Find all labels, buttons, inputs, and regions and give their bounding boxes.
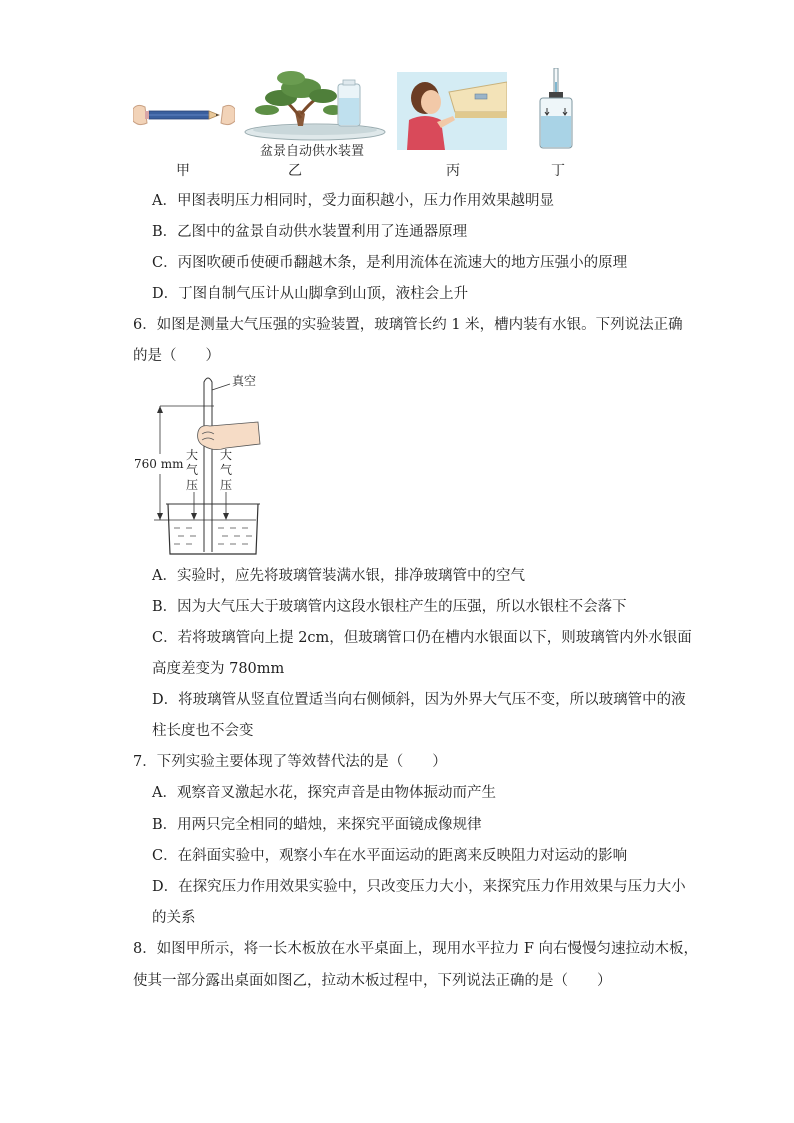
- q8-stem-line2: 使其一部分露出桌面如图乙，拉动木板过程中，下列说法正确的是（ ）: [133, 973, 612, 989]
- figure-bing-label: 丙: [446, 163, 460, 179]
- q5-option-c: C．丙图吹硬币使硬币翻越木条，是利用流体在流速大的地方压强小的原理: [152, 255, 628, 271]
- q5-option-a: A．甲图表明压力相同时，受力面积越小，压力作用效果越明显: [152, 193, 554, 209]
- atm-left-char-1: 大: [186, 448, 199, 462]
- q6-option-c-line1: C．若将玻璃管向上提 2cm，但玻璃管口仍在槽内水银面以下，则玻璃管内外水银面: [152, 630, 692, 646]
- q7-option-d-line1: D．在探究压力作用效果实验中，只改变压力大小，来探究压力作用效果与压力大小: [152, 879, 686, 895]
- q6-option-d-line1: D．将玻璃管从竖直位置适当向右侧倾斜，因为外界大气压不变，所以玻璃管中的液: [152, 692, 686, 708]
- atm-right-char-3: 压: [220, 478, 233, 492]
- q6-diagram: [130, 372, 270, 562]
- q6-option-d-line2: 柱长度也不会变: [152, 723, 254, 739]
- q6-option-c-line2: 高度差变为 780mm: [152, 661, 285, 677]
- figure-ding-label: 丁: [551, 163, 565, 179]
- q6-stem-line2: 的是（ ）: [133, 348, 220, 364]
- figure-jia-label: 甲: [176, 163, 190, 179]
- q7-option-a: A．观察音叉激起水花，探究声音是由物体振动而产生: [152, 785, 496, 801]
- figure-bing-blow-coin: [397, 72, 507, 150]
- q5-option-d: D．丁图自制气压计从山脚拿到山顶，液柱会上升: [152, 286, 469, 302]
- figure-ding-barometer: [535, 68, 577, 154]
- atm-right-char-1: 大: [220, 448, 233, 462]
- q7-option-b: B．用两只完全相同的蜡烛，来探究平面镜成像规律: [152, 817, 482, 833]
- atm-right-char-2: 气: [220, 463, 233, 477]
- figure-jia-pencil: [133, 95, 235, 135]
- height-label: 760 mm: [134, 457, 184, 471]
- atm-left-char-3: 压: [186, 478, 199, 492]
- figure-yi-label: 乙: [288, 163, 302, 179]
- q7-option-c: C．在斜面实验中，观察小车在水平面运动的距离来反映阻力对运动的影响: [152, 848, 628, 864]
- q6-option-a: A．实验时，应先将玻璃管装满水银，排净玻璃管中的空气: [152, 568, 525, 584]
- q7-option-d-line2: 的关系: [152, 910, 196, 926]
- q7-stem: 7．下列实验主要体现了等效替代法的是（ ）: [133, 754, 447, 770]
- figure-yi-caption: 盆景自动供水装置: [260, 144, 365, 159]
- q6-stem-line1: 6．如图是测量大气压强的实验装置，玻璃管长约 1 米，槽内装有水银。下列说法正确: [133, 317, 683, 333]
- q6-option-b: B．因为大气压大于玻璃管内这段水银柱产生的压强，所以水银柱不会落下: [152, 599, 627, 615]
- atm-left-char-2: 气: [186, 463, 199, 477]
- q5-option-b: B．乙图中的盆景自动供水装置利用了连通器原理: [152, 224, 468, 240]
- q8-stem-line1: 8．如图甲所示，将一长木板放在水平桌面上，现用水平拉力 F 向右慢慢匀速拉动木板，: [133, 941, 699, 957]
- vacuum-label: 真空: [232, 374, 257, 388]
- q5-figure-row: [0, 60, 794, 180]
- figure-yi-bonsai: [243, 68, 388, 146]
